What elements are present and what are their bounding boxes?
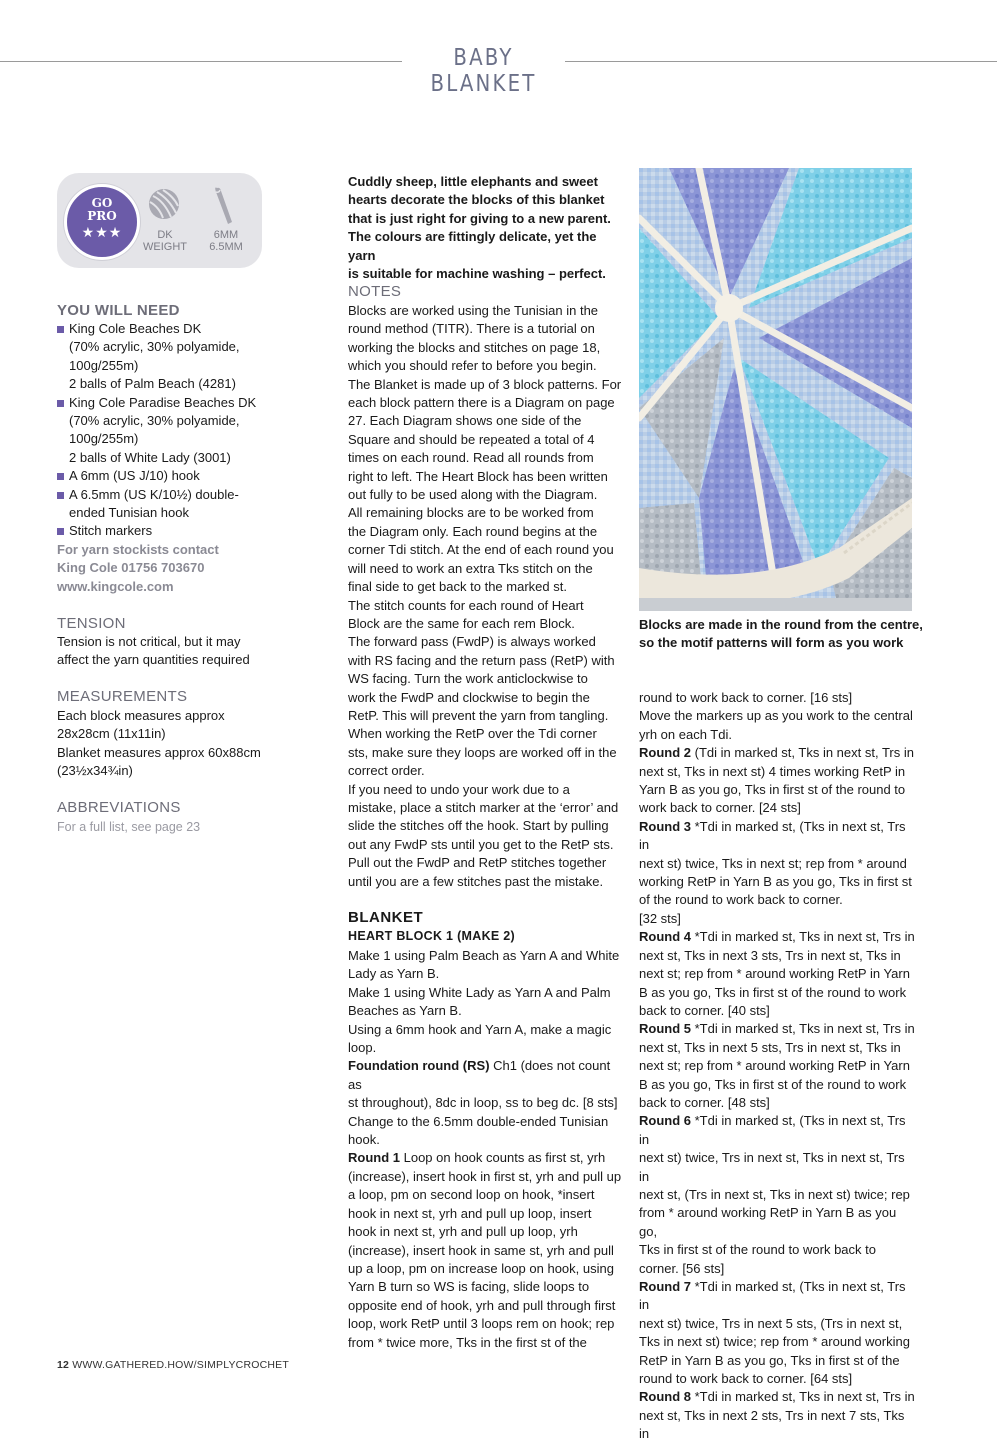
instruction-line-text: Using a 6mm hook and Yarn A, make a magic (348, 1021, 612, 1037)
round-line-text: *Tdi in marked st, Tks in next st, Trs in (691, 929, 915, 945)
instruction-line-text: Ch1 (does not count as (348, 1058, 611, 1092)
instruction-line-text: hook in next st, yrh and pull up loop, insert (348, 1205, 592, 1221)
round-line-text: from * around working RetP in Yarn B as you go, (639, 1205, 897, 1239)
photo-caption: Blocks are made in the round from the centre, so the motif patterns will form as you work (639, 617, 923, 651)
round-line (639, 1149, 915, 1186)
instruction-line (348, 1113, 624, 1131)
round-line-text: B as you go, Tks in first st of the round to work (639, 1076, 907, 1092)
round-line-text: next st, Tks in next st) 4 times working RetP in (639, 763, 906, 779)
notes-heading: NOTES (348, 283, 402, 300)
footer-url[interactable]: WWW.GATHERED.HOW/SIMPLYCROCHET (72, 1359, 289, 1371)
instruction-line (348, 1297, 624, 1315)
round-line (639, 1076, 915, 1094)
round-line (639, 744, 915, 762)
round-line (639, 781, 915, 799)
material-name: Stitch markers (69, 523, 153, 539)
notes-line: which you should refer to before you begin. (348, 358, 597, 374)
notes-line: WS facing. Turn the work anticlockwise to (348, 671, 588, 687)
round-line-text: B as you go, Tks in first st of the round to work (639, 984, 907, 1000)
round-line (639, 1315, 915, 1333)
round-line (639, 1278, 915, 1315)
instruction-line-text: Yarn B turn so WS is facing, slide loops to (348, 1279, 590, 1295)
instruction-line (348, 1057, 624, 1094)
instruction-line-text: (increase), insert hook in first st, yrh and pull up (348, 1168, 622, 1184)
notes-line: The stitch counts for each round of Heart (348, 597, 584, 613)
round-line (639, 910, 915, 928)
difficulty-badge (64, 184, 140, 260)
material-detail: 2 balls of White Lady (3001) (69, 449, 231, 465)
round-line-text: Tks in first st of the round to work back to (639, 1242, 876, 1258)
instruction-line (348, 1186, 624, 1204)
round-line (639, 891, 915, 909)
instruction-line-text: opposite end of hook, yrh and pull through first (348, 1297, 616, 1313)
instruction-line-text: Loop on hook counts as first st, yrh (400, 1150, 606, 1166)
notes-line: Blocks are worked using the Tunisian in the (348, 303, 599, 318)
round-line (639, 1352, 915, 1370)
round-line-label: Round 3 (639, 818, 691, 834)
round-line-text: [32 sts] (639, 910, 681, 926)
instruction-line-text: Make 1 using White Lady as Yarn A and Palm (348, 984, 611, 1000)
round-line-text: *Tdi in marked st, (Tks in next st, Trs in (639, 818, 906, 853)
instruction-line-text: from * twice more, Tks in the first st of the (348, 1334, 587, 1350)
blanket-heading: BLANKET (348, 909, 424, 926)
instruction-line (348, 1039, 624, 1057)
page-title: BABY BLANKET (430, 45, 537, 97)
tension-text: Tension is not critical, but it may affect the yarn quantities required (57, 634, 250, 668)
round-line (639, 763, 915, 781)
instruction-line (348, 947, 624, 965)
yarn-ball-icon (147, 187, 181, 221)
round-line (639, 689, 915, 707)
material-name: King Cole Paradise Beaches DK (69, 394, 257, 410)
instruction-line-text: Change to the 6.5mm double-ended Tunisian (348, 1113, 609, 1129)
round-line-text: next st) twice, Trs in next 5 sts, (Trs in next st, (639, 1315, 903, 1331)
instruction-line-text: hook. (348, 1132, 380, 1148)
round-line (639, 855, 915, 873)
blanket-photo-image (639, 168, 912, 611)
material-name: A 6mm (US J/10) hook (69, 468, 200, 484)
notes-line: times on each round. Read all rounds from (348, 450, 594, 466)
instruction-line-text: hook in next st, yrh and pull up loop, yrh (348, 1224, 578, 1240)
instruction-line (348, 1315, 624, 1333)
instruction-line (348, 1094, 624, 1112)
notes-line: out fully to be used along with the Diagram. (348, 487, 598, 503)
measurements-text: Each block measures approx 28x28cm (11x11in) Blanket measures approx 60x88cm (23½x34¾in) (57, 708, 261, 779)
abbreviations-heading: ABBREVIATIONS (57, 799, 181, 816)
round-line (639, 1094, 915, 1112)
heart-block-heading: HEART BLOCK 1 (MAKE 2) (348, 929, 516, 943)
material-detail: (70% acrylic, 30% polyamide, (69, 339, 240, 355)
material-item (57, 394, 277, 468)
round-line (639, 1020, 915, 1038)
notes-line: corner Tdi stitch. At the end of each round you (348, 542, 614, 558)
instruction-line (348, 1168, 624, 1186)
page-number: 12 (57, 1359, 70, 1371)
notes-line: Pull out the FwdP and RetP stitches together (348, 855, 607, 871)
round-line (639, 1112, 915, 1149)
round-line (639, 965, 915, 983)
round-line-text: *Tdi in marked st, Tks in next st, Trs in (691, 1389, 915, 1405)
header-rule-right (565, 61, 997, 62)
notes-line: working the blocks and stitches on page 18, (348, 339, 601, 355)
heart-block-instructions (348, 947, 624, 1352)
instruction-line-text: loop. (348, 1040, 377, 1056)
notes-text (348, 302, 624, 891)
instruction-line-text: up a loop, pm on increase loop on hook, using (348, 1260, 614, 1276)
instruction-line (348, 1334, 624, 1352)
round-line (639, 1186, 915, 1204)
round-line-text: *Tdi in marked st, (Tks in next st, Trs in (639, 1279, 906, 1313)
notes-line: Block are the same for each rem Block. (348, 615, 575, 631)
round-line-text: next st, (Trs in next st, Tks in next st) twice; rep (639, 1186, 910, 1202)
round-line-text: next st; rep from * around working RetP in Yarn (639, 966, 910, 982)
round-line (639, 1388, 915, 1406)
crochet-hook-icon (210, 184, 236, 226)
notes-line: All remaining blocks are to be worked from (348, 505, 594, 521)
instruction-line-text: Make 1 using Palm Beach as Yarn A and White (348, 948, 620, 963)
round-line (639, 1039, 915, 1057)
round-line (639, 1241, 915, 1259)
measurements-heading: MEASUREMENTS (57, 688, 188, 705)
round-line-text: next st, Tks in next 5 sts, Trs in next st, Tks in (639, 1039, 901, 1055)
notes-line: If you need to undo your work due to a (348, 781, 570, 797)
bullet-square-icon (57, 400, 64, 407)
round-line (639, 1407, 915, 1444)
round-line-text: next st, Tks in next 2 sts, Trs in next 7 sts, Tks in (639, 1407, 905, 1442)
round-line (639, 1370, 915, 1388)
round-line (639, 1002, 915, 1020)
round-line (639, 726, 915, 744)
instruction-line (348, 1131, 624, 1149)
round-line-label: Round 5 (639, 1021, 691, 1037)
materials-list (57, 320, 277, 541)
round-line-text: back to corner. [48 sts] (639, 1094, 770, 1110)
material-name: A 6.5mm (US K/10½) double- (69, 486, 239, 502)
yarn-weight-label: DK WEIGHT (143, 229, 187, 253)
round-line-label: Round 8 (639, 1389, 691, 1405)
notes-line: The forward pass (FwdP) is always worked (348, 634, 596, 650)
instruction-line (348, 1260, 624, 1278)
round-line-text: Tks in next st) twice; rep from * around working (639, 1334, 910, 1350)
material-detail: (70% acrylic, 30% polyamide, (69, 413, 240, 429)
round-line-text: *Tdi in marked st, Tks in next st, Trs in (691, 1021, 915, 1037)
hook-size-label: 6MM 6.5MM (209, 229, 243, 253)
bullet-square-icon (57, 326, 64, 333)
notes-line: sts, make sure they loops are worked off in the (348, 744, 617, 760)
round-line (639, 947, 915, 965)
round-line (639, 1204, 915, 1241)
material-item (57, 522, 277, 540)
round-line (639, 928, 915, 946)
notes-line: correct order. (348, 763, 425, 779)
header-rule-left (0, 61, 402, 62)
round-line-text: round to work back to corner. [16 sts] (639, 690, 853, 705)
instruction-line-text: a loop, pm on second loop on hook, *insert (348, 1187, 595, 1203)
notes-line: Square and should be repeated a total of 4 (348, 431, 595, 447)
material-detail: 2 balls of Palm Beach (4281) (69, 376, 236, 392)
round-line-text: round to work back to corner. [64 sts] (639, 1371, 853, 1387)
intro-paragraph: Cuddly sheep, little elephants and sweet hearts decorate the blocks of this blanket that is just right for giving to a new parent. The colours are fittingly delicate, yet the yarn is suitable for machine washing – perfect. (348, 174, 611, 282)
instruction-line (348, 1242, 624, 1260)
round-line (639, 873, 915, 891)
difficulty-level-line1: GO (91, 196, 113, 210)
instruction-line (348, 984, 624, 1002)
bullet-square-icon (57, 492, 64, 499)
round-line-text: RetP in Yarn B as you go, Tks in first st of the (639, 1352, 900, 1368)
instruction-line (348, 1205, 624, 1223)
round-line-text: back to corner. [40 sts] (639, 1002, 770, 1018)
instruction-line (348, 1149, 624, 1167)
difficulty-stars: ★★★ (81, 224, 123, 240)
notes-line: The Blanket is made up of 3 block patterns. For (348, 376, 622, 392)
material-item (57, 467, 277, 485)
notes-line: When working the RetP over the Tdi corner (348, 726, 597, 742)
tension-heading: TENSION (57, 615, 126, 632)
round-line-text: next st) twice, Tks in next st; rep from * around (639, 855, 907, 871)
material-item (57, 320, 277, 394)
round-line (639, 707, 915, 725)
round-line-text: (Tdi in marked st, Tks in next st, Trs in (691, 745, 914, 761)
instruction-line-text: (increase), insert hook in same st, yrh and pull (348, 1242, 614, 1258)
round-line-label: Round 7 (639, 1279, 691, 1294)
instruction-line (348, 965, 624, 983)
material-detail: ended Tunisian hook (69, 505, 189, 521)
round-line (639, 1057, 915, 1075)
notes-line: 27. Each Diagram shows one side of the (348, 413, 582, 429)
round-line-text: working RetP in Yarn B as you go, Tks in first st (639, 874, 912, 890)
round-line (639, 1260, 915, 1278)
round-line-text: yrh on each Tdi. (639, 726, 732, 742)
notes-line: will need to work an extra Tks stitch on the (348, 560, 593, 576)
round-line-label: Round 4 (639, 929, 691, 945)
instruction-line-text: loop, work RetP until 3 loops rem on hook; rep (348, 1316, 615, 1332)
notes-line: until you are a few stitches past the mistake. (348, 873, 604, 889)
round-line-label: Round 2 (639, 745, 691, 761)
round-line (639, 799, 915, 817)
round-line-text: Yarn B as you go, Tks in first st of the round to (639, 782, 906, 798)
rounds-instructions (639, 689, 915, 1444)
round-line (639, 1333, 915, 1351)
round-line-text: next st) twice, Trs in next st, Tks in next st, Trs in (639, 1150, 905, 1184)
bullet-square-icon (57, 473, 64, 480)
round-line-label: Round 6 (639, 1113, 691, 1129)
instruction-line (348, 1021, 624, 1039)
instruction-line-label: Foundation round (RS) (348, 1058, 490, 1074)
material-name: King Cole Beaches DK (69, 321, 202, 336)
notes-line: round method (TITR). There is a tutorial on (348, 321, 595, 337)
material-item (57, 486, 277, 523)
notes-line: each block pattern there is a Diagram on page (348, 395, 615, 411)
page-footer (57, 1359, 289, 1371)
notes-line: out any FwdP sts until you get to the RetP sts. (348, 836, 614, 852)
you-will-need-heading: YOU WILL NEED (57, 302, 180, 319)
instruction-line-text: Lady as Yarn B. (348, 966, 440, 982)
blanket-photo (639, 168, 912, 611)
material-detail: 100g/255m) (69, 431, 139, 447)
notes-line: work the FwdP and clockwise to begin the (348, 689, 590, 705)
notes-line: final side to get back to the marked st. (348, 579, 567, 595)
difficulty-level-line2: PRO (87, 209, 117, 223)
instruction-line (348, 1002, 624, 1020)
material-detail: 100g/255m) (69, 357, 139, 373)
round-line-text: next st, Tks in next 3 sts, Trs in next st, Tks in (639, 947, 901, 963)
round-line-text: corner. [56 sts] (639, 1260, 725, 1276)
round-line-text: Move the markers up as you work to the central (639, 708, 913, 724)
notes-line: mistake, place a stitch marker at the ‘error’ and (348, 799, 619, 815)
round-line-text: next st; rep from * around working RetP in Yarn (639, 1058, 910, 1074)
notes-line: slide the stitches off the hook. Start by pulling (348, 818, 609, 834)
notes-line: the Diagram only. Each round begins at the (348, 523, 598, 539)
instruction-line (348, 1223, 624, 1241)
round-line (639, 984, 915, 1002)
instruction-line-text: Beaches as Yarn B. (348, 1003, 462, 1019)
instruction-line (348, 1278, 624, 1296)
notes-line: RetP. This will prevent the yarn from tangling. (348, 707, 609, 723)
round-line-text: work back to corner. [24 sts] (639, 800, 801, 816)
notes-line: right to left. The Heart Block has been written (348, 468, 608, 484)
bullet-square-icon (57, 528, 64, 535)
round-line (639, 818, 915, 855)
notes-line: with RS facing and the return pass (RetP) with (348, 652, 615, 668)
instruction-line-label: Round 1 (348, 1150, 400, 1166)
stockists-info: For yarn stockists contact King Cole 01756 703670 www.kingcole.com (57, 542, 219, 594)
instruction-line-text: st throughout), 8dc in loop, ss to beg dc. [8 sts] (348, 1095, 618, 1111)
round-line-text: *Tdi in marked st, (Tks in next st, Trs in (639, 1113, 906, 1147)
round-line-text: of the round to work back to corner. (639, 892, 843, 908)
abbreviations-text: For a full list, see page 23 (57, 820, 201, 834)
